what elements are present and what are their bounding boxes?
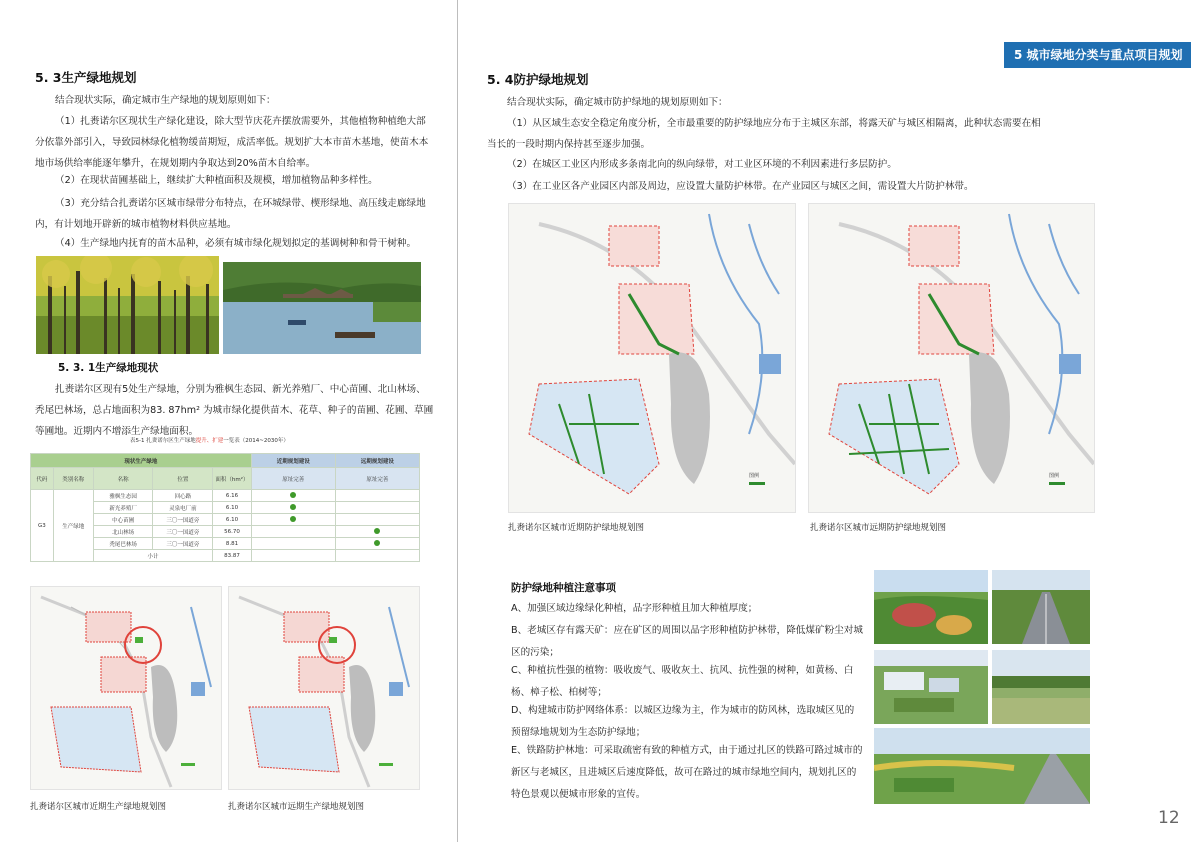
table-header-category: 类别名称 — [53, 468, 93, 490]
left-item-3: （3）充分结合扎赉诺尔区城市绿带分布特点，在环城绿带、楔形绿地、高压线走廊绿地内，有计划地开辟新的城市植物材料供应基地。 — [35, 198, 426, 230]
table-subtotal-label: 小计 — [93, 550, 212, 562]
page-number: 12 — [1158, 808, 1180, 828]
table-cell-code: G3 — [31, 490, 54, 562]
railway-protective-forest-photo — [874, 728, 1090, 804]
green-belt-aerial-photo — [874, 570, 988, 644]
table-row-location: 灵泉电厂前 — [153, 502, 213, 514]
left-intro: 结合现状实际，确定城市生产绿地的规划原则如下： — [55, 95, 276, 106]
notes-heading: 防护绿地种植注意事项 — [511, 582, 616, 594]
right-intro: 结合现状实际，确定城市防护绿地的规划原则如下： — [507, 97, 728, 108]
table-subtotal-value: 83.87 — [213, 550, 252, 562]
right-item-1: （1）从区域生态安全稳定角度分析，全市最重要的防护绿地应分布于主城区东部，将露天矿与城区相隔离，此种状态需要在相当长的一段时期内保持甚至逐步加强。 — [487, 118, 1041, 150]
table-header-code: 代码 — [31, 468, 54, 490]
table-row-location: 三〇一国道旁 — [153, 538, 213, 550]
far-term-production-map-caption: 扎赉诺尔区城市远期生产绿地规划图 — [228, 802, 365, 812]
chapter-tab[interactable]: 5 城市绿地分类与重点项目规划 — [1004, 42, 1191, 68]
subheading-5-3-1: 5. 3. 1生产绿地现状 — [58, 362, 159, 374]
shelter-forest-photo — [992, 650, 1090, 724]
note-d: D、构建城市防护网络体系：以城区边缘为主，作为城市的防风林，选取城区见的预留绿地规划为生态防护绿地； — [511, 705, 855, 738]
near-term-production-map — [30, 586, 222, 790]
table-row-area: 6.10 — [213, 502, 252, 514]
table-header-near: 原址完善 — [251, 468, 335, 490]
lake-pavilion-photo — [223, 262, 421, 354]
near-term-protective-map — [508, 203, 796, 513]
near-term-dot — [290, 516, 296, 522]
right-item-3: （3）在工业区各产业园区内部及周边，应设置大量防护林带。在产业园区与城区之间，需设置大片防护林带。 — [507, 181, 974, 192]
table-row-location: 三〇一国道旁 — [153, 514, 213, 526]
near-term-production-map-caption: 扎赉诺尔区城市近期生产绿地规划图 — [30, 802, 167, 812]
left-item-4: （4）生产绿地内抚育的苗木品种，必须有城市绿化规划拟定的基调树种和骨干树种。 — [55, 238, 417, 249]
table-row-name: 北山林场 — [93, 526, 153, 538]
table-title-part1: 表5-1 扎赉诺尔区生产绿地 — [130, 438, 196, 444]
table-header-location: 位置 — [153, 468, 213, 490]
table-row-near — [251, 526, 335, 538]
table-row-area: 6.16 — [213, 490, 252, 502]
note-b: B、老城区存有露天矿：应在矿区的周围以品字形种植防护林带，降低煤矿粉尘对城区的污染； — [511, 625, 863, 658]
right-item-2: （2）在城区工业区内形成多条南北向的纵向绿带，对工业区环境的不利因素进行多层防护。 — [507, 159, 897, 170]
nursery-forest-photo — [36, 256, 219, 354]
table-title — [130, 436, 289, 444]
near-term-map-legend: 图例 — [749, 473, 760, 479]
far-term-dot — [374, 540, 380, 546]
table-row-far — [335, 514, 419, 526]
table-row-area: 56.70 — [213, 526, 252, 538]
section-heading-5-3: 5. 3生产绿地规划 — [35, 70, 137, 85]
far-term-dot — [374, 528, 380, 534]
table-row-location: 回心路 — [153, 490, 213, 502]
table-row-near — [251, 538, 335, 550]
highway-green-belt-photo — [992, 570, 1090, 644]
section-heading-5-4: 5. 4防护绿地规划 — [487, 72, 589, 87]
table-group-far: 远期规划建设 — [335, 454, 419, 468]
near-term-dot — [290, 504, 296, 510]
table-cell-category: 生产绿地 — [53, 490, 93, 562]
table-group-current: 现状生产绿地 — [31, 454, 252, 468]
table-header-area: 面积（hm²） — [213, 468, 252, 490]
table-title-part2: 一览表（2014~2030年） — [223, 438, 289, 444]
far-term-protective-map — [808, 203, 1095, 513]
table-group-near: 近期规划建设 — [251, 454, 335, 468]
table-header-far: 原址完善 — [335, 468, 419, 490]
production-greenland-table — [30, 453, 420, 562]
table-header-name: 名称 — [93, 468, 153, 490]
table-row-far — [335, 490, 419, 502]
note-e: E、铁路防护林地：可采取疏密有致的种植方式，由于通过扎区的铁路可路过城市的新区与老城区，且进城区后速度降低，故可在路过的城市绿地空间内，规划扎区的特色景观以便城市形象的宣传。 — [511, 745, 863, 800]
far-term-map-legend: 图例 — [1049, 473, 1060, 479]
production-status-text: 扎赉诺尔区现有5处生产绿地，分别为雅枫生态园、新光养殖厂、中心苗圃、北山林场、秃尾巴林场，总占地面积为83. 87hm² 为城市绿化提供苗木、花草、种子的苗圃、花圃、草圃等圃地。近期内不增添生产绿地面积。 — [35, 384, 434, 437]
table-row-area: 8.81 — [213, 538, 252, 550]
left-item-1: （1）扎赉诺尔区现状生产绿化建设，除大型节庆花卉摆放需要外，其他植物种植绝大部分依靠外部引入，导致园林绿化植物缓苗期短，成活率低。规划扩大本市苗木基地，使苗木本地市场供给率能逐年攀升，在规划期内争取达到20%苗木自给率。 — [35, 116, 429, 169]
left-item-2: （2）在现状苗圃基础上，继续扩大种植面积及规模，增加植物品种多样性。 — [55, 175, 378, 186]
far-term-production-map — [228, 586, 420, 790]
table-row-far — [335, 526, 419, 538]
table-row-area: 6.10 — [213, 514, 252, 526]
table-row-location: 三〇一国道旁 — [153, 526, 213, 538]
table-row-near — [251, 490, 335, 502]
note-a: A、加强区域边缘绿化种植，品字形种植且加大种植厚度； — [511, 603, 758, 614]
table-row-name: 新光养殖厂 — [93, 502, 153, 514]
near-term-protective-map-caption: 扎赉诺尔区城市近期防护绿地规划图 — [508, 523, 645, 533]
note-c: C、种植抗性强的植物：吸收废气、吸收灰土、抗风、抗性强的树种，如黄杨、白杨、樟子松、柏树等； — [511, 665, 854, 698]
table-row-name: 中心苗圃 — [93, 514, 153, 526]
far-term-protective-map-caption: 扎赉诺尔区城市远期防护绿地规划图 — [810, 523, 947, 533]
table-title-highlight: 提升、扩建 — [195, 438, 224, 444]
table-row-far — [335, 502, 419, 514]
table-row-near — [251, 514, 335, 526]
industrial-park-photo — [874, 650, 988, 724]
table-row-name: 雅枫生态园 — [93, 490, 153, 502]
table-row-far — [335, 538, 419, 550]
table-row-near — [251, 502, 335, 514]
page-divider — [457, 0, 458, 842]
table-row-name: 秃尾巴林场 — [93, 538, 153, 550]
near-term-dot — [290, 492, 296, 498]
